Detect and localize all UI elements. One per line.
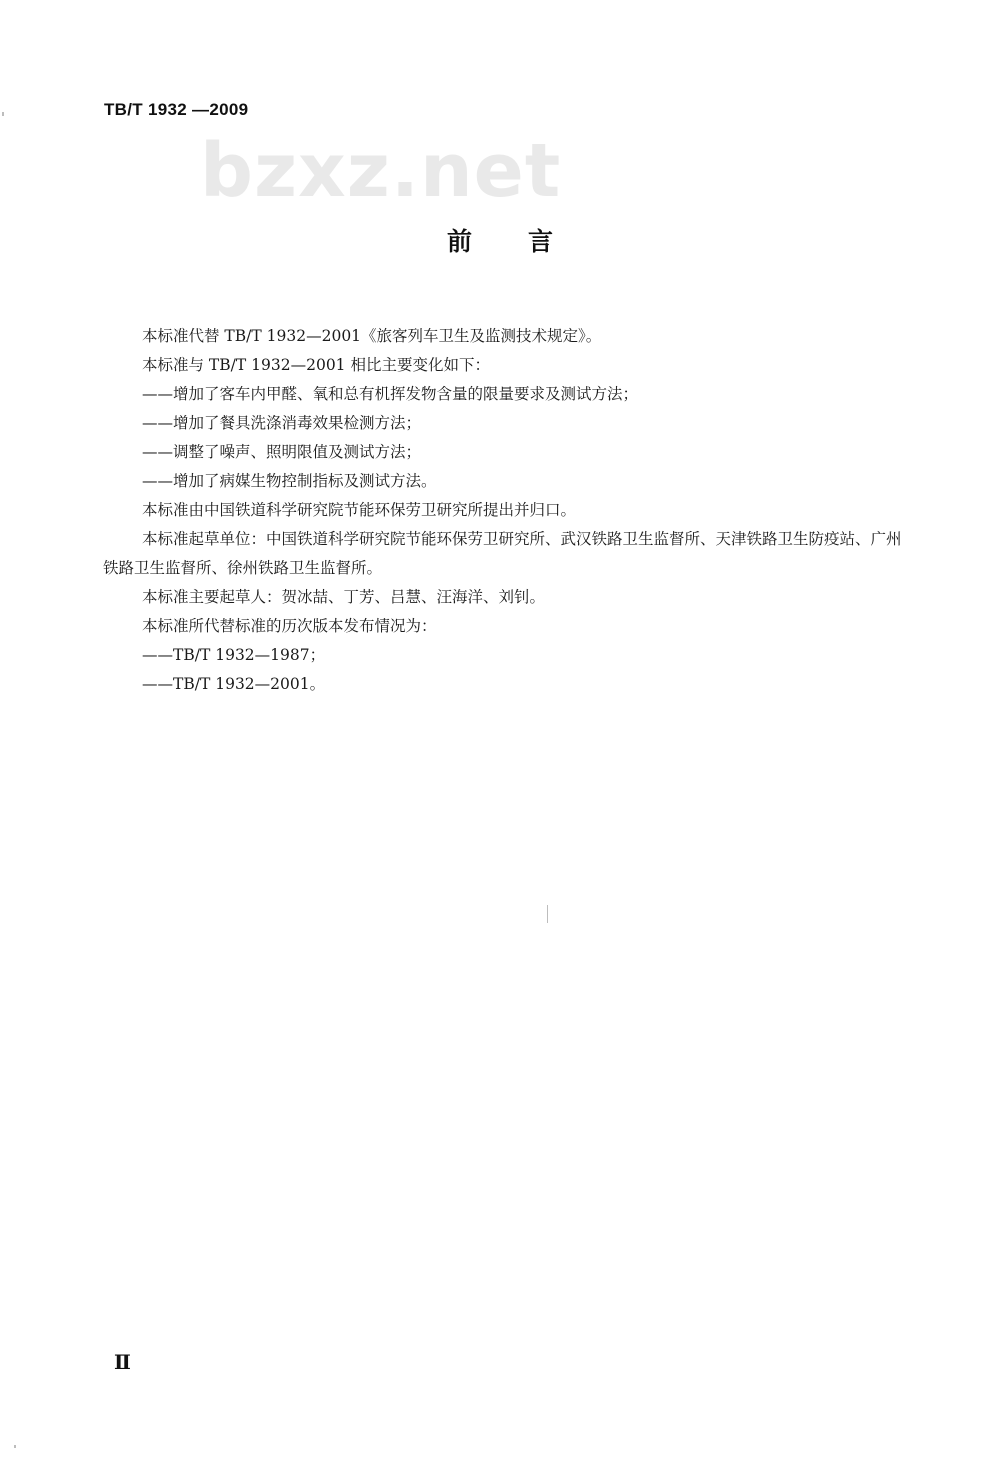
list-item-change: ——增加了病媒生物控制指标及测试方法。 [142, 472, 437, 490]
watermark-text: bzxz.net [200, 128, 562, 214]
page-number: Ⅱ [114, 1352, 131, 1374]
paragraph-replaces: 本标准代替 TB/T 1932—2001《旅客列车卫生及监测技术规定》。 [142, 327, 602, 345]
list-item-history: ——TB/T 1932—1987； [142, 646, 326, 664]
scan-mark [14, 1445, 16, 1448]
list-item-change: ——增加了餐具洗涤消毒效果检测方法； [142, 414, 422, 432]
list-item-change: ——调整了噪声、照明限值及测试方法； [142, 443, 422, 461]
paragraph-history-intro: 本标准所代替标准的历次版本发布情况为： [142, 617, 437, 635]
paragraph-drafting-units: 本标准起草单位：中国铁道科学研究院节能环保劳卫研究所、武汉铁路卫生监督所、天津铁路卫生防疫站、广州铁路卫生监督所、徐州铁路卫生监督所。 [103, 530, 902, 577]
standard-code: TB/T 1932 —2009 [104, 100, 249, 119]
paragraph-proposer: 本标准由中国铁道科学研究院节能环保劳卫研究所提出并归口。 [142, 501, 577, 519]
scan-mark [547, 905, 548, 923]
scan-mark [2, 112, 4, 116]
paragraph-drafters: 本标准主要起草人：贺冰喆、丁芳、吕慧、汪海洋、刘钊。 [142, 588, 546, 606]
list-item-change: ——增加了客车内甲醛、氧和总有机挥发物含量的限量要求及测试方法； [142, 385, 639, 403]
preface-body [103, 322, 913, 699]
paragraph-changes-intro: 本标准与 TB/T 1932—2001 相比主要变化如下： [142, 356, 490, 374]
page-title: 前言 [446, 227, 609, 256]
list-item-history: ——TB/T 1932—2001。 [142, 675, 326, 693]
